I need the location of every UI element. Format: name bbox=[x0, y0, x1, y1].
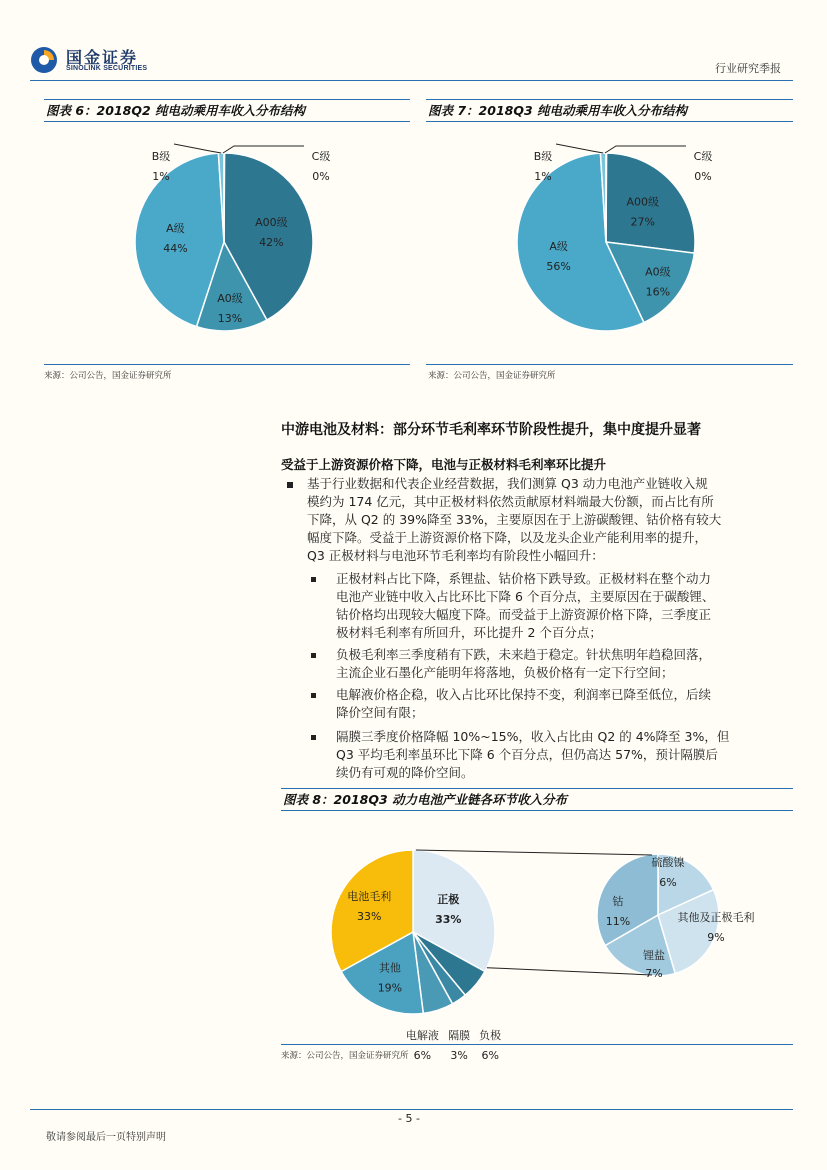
sub-bullet-separator bbox=[336, 728, 785, 782]
paragraph-line: Q3 平均毛利率虽环比下降 6 个百分点，但仍高达 57%，预计隔膜后 bbox=[336, 747, 718, 762]
paragraph-line: 续仍有可观的降价空间。 bbox=[336, 765, 474, 780]
fig7-title-rule bbox=[426, 121, 793, 122]
slice-label-anode: 负极 bbox=[479, 1029, 502, 1042]
fig7-title: 图表 7：2018Q3 纯电动乘用车收入分布结构 bbox=[428, 103, 688, 118]
slice-label-b: B级 bbox=[151, 150, 171, 163]
company-logo bbox=[30, 44, 180, 80]
paragraph-line: 下降，从 Q2 的 39%降至 33%，主要原因在于上游碳酸锂、钴价格有较大 bbox=[307, 512, 722, 527]
sub-slice-label-cobalt: 钴 bbox=[612, 895, 624, 908]
fig7-top-rule bbox=[426, 99, 793, 100]
fig6-pie-chart bbox=[44, 125, 410, 360]
slice-label-a0: A0级 bbox=[645, 265, 671, 279]
slice-label-battery-margin: 电池毛利 bbox=[347, 890, 392, 904]
main-bullet-text bbox=[307, 475, 785, 565]
slice-label-cathode: 正极 bbox=[437, 893, 460, 907]
paragraph-line: 主流企业石墨化产能明年将落地，负极价格有一定下行空间； bbox=[336, 665, 674, 680]
sub-slice-label-other-and-cathode-margin: 其他及正极毛利 bbox=[677, 911, 755, 924]
slice-value-a: 56% bbox=[546, 260, 571, 274]
slice-value-a00: 27% bbox=[630, 215, 655, 229]
sub-bullet-marker bbox=[311, 693, 316, 698]
sub-slice-value-nickel-sulfate: 6% bbox=[659, 876, 677, 889]
slice-value-a0: 16% bbox=[645, 285, 671, 299]
report-type: 行业研究季报 bbox=[715, 62, 781, 75]
fig8-bottom-rule bbox=[281, 1044, 793, 1045]
fig6-title: 图表 6：2018Q2 纯电动乘用车收入分布结构 bbox=[46, 103, 306, 118]
slice-value-c: 0% bbox=[694, 170, 712, 183]
slice-label-a: A级 bbox=[549, 240, 568, 254]
slice-label-other: 其他 bbox=[378, 961, 401, 975]
paragraph-line: 降价空间有限； bbox=[336, 705, 424, 720]
fig6-top-rule bbox=[44, 99, 410, 100]
logo-chinese-text: 国金证券 bbox=[66, 48, 139, 67]
leader-line-b bbox=[556, 144, 603, 153]
paragraph-line: 极材料毛利率有所回升，环比提升 2 个百分点； bbox=[336, 625, 602, 640]
paragraph-line: Q3 正极材料与电池环节毛利率均有阶段性小幅回升： bbox=[307, 548, 604, 563]
paragraph-line: 基于行业数据和代表企业经营数据，我们测算 Q3 动力电池产业链收入规 bbox=[307, 476, 708, 491]
slice-value-a0: 13% bbox=[217, 311, 243, 325]
slice-value-b: 1% bbox=[152, 170, 170, 183]
slice-value-cathode: 33% bbox=[435, 913, 462, 927]
sub-slice-value-cobalt: 11% bbox=[605, 915, 631, 928]
slice-label-c: C级 bbox=[311, 150, 331, 163]
fig7-pie-chart bbox=[426, 125, 793, 360]
pie-slice-c bbox=[606, 153, 607, 242]
paragraph-line: 电解液价格企稳，收入占比环比保持不变，利润率已降至低位，后续 bbox=[336, 687, 712, 702]
slice-value-electrolyte: 6% bbox=[413, 1049, 432, 1062]
slice-value-other: 19% bbox=[377, 981, 403, 995]
slice-label-a00: A00级 bbox=[255, 215, 288, 229]
header-divider bbox=[30, 80, 793, 81]
connector-line-top bbox=[416, 850, 652, 855]
sub-slice-label-lithium-salt: 锂盐 bbox=[643, 949, 665, 962]
sub-bullet-marker bbox=[311, 735, 316, 740]
logo-mark-icon bbox=[30, 46, 58, 74]
paragraph-line: 隔膜三季度价格降幅 10%~15%，收入占比由 Q2 的 4%降至 3%，但 bbox=[336, 729, 730, 744]
fig8-title-rule bbox=[281, 810, 793, 811]
pie-slice-c bbox=[224, 153, 225, 242]
fig6-bottom-rule bbox=[44, 364, 410, 365]
sub-bullet-anode bbox=[336, 646, 785, 682]
slice-label-electrolyte: 电解液 bbox=[405, 1029, 439, 1042]
sub-bullet-electrolyte bbox=[336, 686, 785, 722]
fig8-title: 图表 8：2018Q3 动力电池产业链各环节收入分布 bbox=[283, 792, 568, 807]
slice-value-battery-margin: 33% bbox=[357, 910, 382, 924]
leader-line-c bbox=[223, 146, 304, 153]
sub-slice-label-nickel-sulfate: 硫酸镍 bbox=[651, 856, 685, 869]
sub-bullet-cathode bbox=[336, 570, 785, 642]
section-subheading: 受益于上游资源价格下降，电池与正极材料毛利率环比提升 bbox=[281, 457, 607, 472]
slice-label-separator: 隔膜 bbox=[448, 1029, 471, 1042]
paragraph-line: 负极毛利率三季度稍有下跌，未来趋于稳定。针状焦明年趋稳回落， bbox=[336, 647, 712, 662]
leader-line-b bbox=[174, 144, 221, 153]
sub-bullet-marker bbox=[311, 653, 316, 658]
slice-value-c: 0% bbox=[312, 170, 330, 183]
slice-label-b: B级 bbox=[533, 150, 553, 163]
main-bullet-marker bbox=[287, 482, 293, 488]
fig7-source: 来源：公司公告，国金证券研究所 bbox=[428, 371, 556, 381]
fig8-source: 来源：公司公告，国金证券研究所 bbox=[281, 1051, 409, 1061]
leader-line-c bbox=[605, 146, 686, 153]
fig8-top-rule bbox=[281, 788, 793, 789]
paragraph-line: 电池产业链中收入占比环比下降 6 个百分点，主要原因在于碳酸锂、 bbox=[336, 589, 715, 604]
slice-value-b: 1% bbox=[534, 170, 552, 183]
slice-label-a00: A00级 bbox=[626, 195, 659, 209]
paragraph-line: 模约为 174 亿元，其中正极材料依然贡献原材料端最大份额，而占比有所 bbox=[307, 494, 714, 509]
slice-value-anode: 6% bbox=[481, 1049, 499, 1062]
slice-label-a: A级 bbox=[166, 221, 185, 235]
sub-slice-value-other-and-cathode-margin: 9% bbox=[707, 931, 725, 944]
slice-label-c: C级 bbox=[693, 150, 713, 163]
slice-value-separator: 3% bbox=[450, 1049, 468, 1062]
section-heading: 中游电池及材料：部分环节毛利率环节阶段性提升，集中度提升显著 bbox=[281, 422, 701, 438]
fig6-title-rule bbox=[44, 121, 410, 122]
paragraph-line: 钴价格均出现较大幅度下降。而受益于上游资源价格下降，三季度正 bbox=[336, 607, 712, 622]
page-number: - 5 - bbox=[398, 1112, 420, 1125]
paragraph-line: 正极材料占比下降，系锂盐、钴价格下跌导致。正极材料在整个动力 bbox=[336, 571, 712, 586]
paragraph-line: 幅度下降。受益于上游资源价格下降，以及龙头企业产能利用率的提升， bbox=[307, 530, 708, 545]
slice-value-a: 44% bbox=[163, 241, 188, 255]
fig6-source: 来源：公司公告，国金证券研究所 bbox=[44, 371, 172, 381]
disclaimer-note: 敬请参阅最后一页特别声明 bbox=[46, 1132, 166, 1143]
sub-slice-value-lithium-salt: 7% bbox=[645, 967, 663, 980]
footer-divider bbox=[30, 1109, 793, 1110]
sub-bullet-marker bbox=[311, 577, 316, 582]
slice-label-a0: A0级 bbox=[217, 291, 243, 305]
logo-english-text: SINOLINK SECURITIES bbox=[66, 65, 148, 72]
connector-line-bottom bbox=[487, 968, 652, 975]
fig7-bottom-rule bbox=[426, 364, 793, 365]
slice-value-a00: 42% bbox=[259, 235, 284, 249]
